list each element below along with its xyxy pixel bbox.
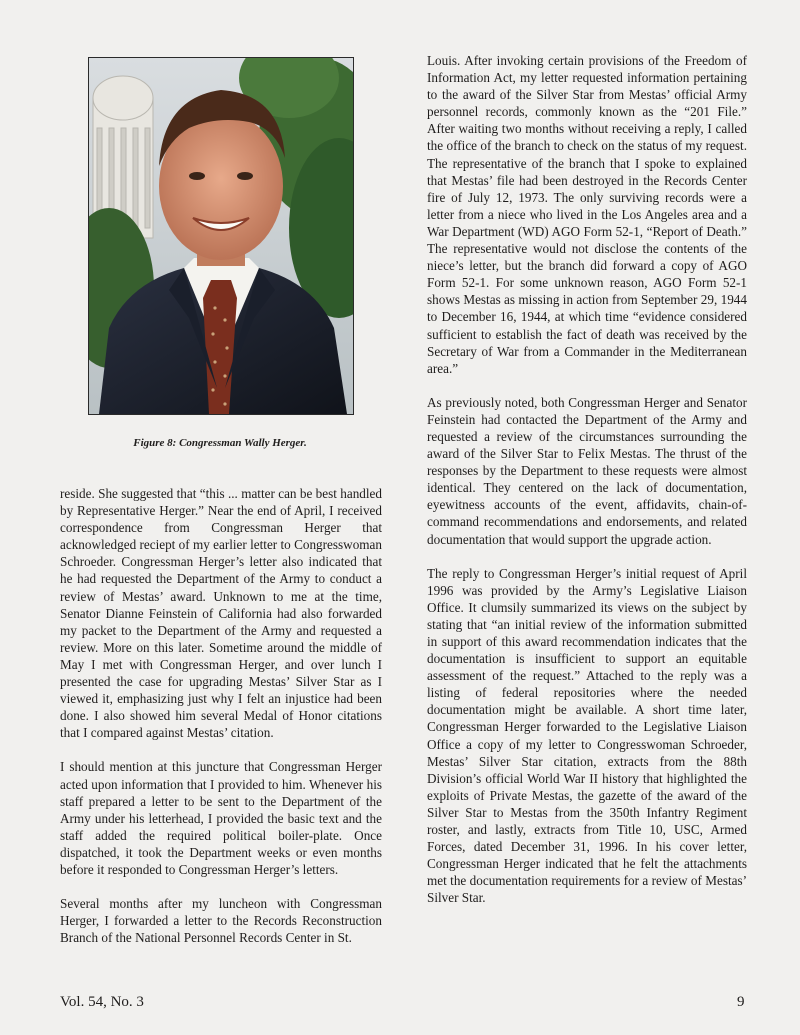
right-text-column bbox=[427, 52, 747, 924]
portrait-photo bbox=[88, 57, 354, 415]
paragraph: Louis. After invoking certain provisions of the Freedom of Information Act, my letter requested information pertaining to the award of the Silver Star from Mestas’ official Army personnel records, commonly known as the “201 File.” After waiting two months without receiving a reply, I called the office of the branch to check on the status of my request. The representative of the branch that I spoke to explained that Mestas’ file had been destroyed in the Records Center fire of July 12, 1973. The only surviving records were a letter from a niece who lived in the Los Angeles area and a War Department (WD) AGO Form 52-1, “Report of Death.” The representative would not disclose the contents of the niece’s letter, but the branch did forward a copy of AGO Form 52-1. For some unknown reason, AGO Form 52-1 shows Mestas as missing in action from September 29, 1944 to December 16, 1944, at which time “evidence considered sufficient to establish the fact of death was received by the Secretary of War from a Commander in the Mediterranean area.” bbox=[427, 53, 747, 376]
page-number: 9 bbox=[737, 994, 745, 1010]
paragraph: As previously noted, both Congressman Herger and Senator Feinstein had contacted the Department of the Army and requested a review of the circumstances surrounding the award of the Silver Star to Felix Mestas. The thrust of the responses by the Department to these requests were almost identical. They centered on the lack of documentation, eyewitness accounts of the event, affidavits, chain-of-command recommendations and endorsements, and related documentation that would support the upgrade action. bbox=[427, 394, 747, 547]
paragraph: I should mention at this juncture that Congressman Herger acted upon information that I provided to him. Whenever his staff prepared a letter to be sent to the Department of the Army under his letterhead, I provided the basic text and the staff added the required political boiler-plate. Once dispatched, it took the Department weeks or even months before it responded to Congressman Herger’s letters. bbox=[60, 759, 382, 877]
volume-footer: Vol. 54, No. 3 bbox=[60, 994, 144, 1010]
paragraph: Several months after my luncheon with Congressman Herger, I forwarded a letter to the Records Reconstruction Branch of the National Personnel Records Center in St. bbox=[60, 896, 382, 946]
left-text-column bbox=[60, 485, 382, 963]
figure-caption: Figure 8: Congressman Wally Herger. bbox=[133, 437, 307, 449]
portrait-illustration bbox=[89, 58, 353, 414]
paragraph: reside. She suggested that “this ... matter can be best handled by Representative Herger.” Near the end of April, I received correspondence from Congressman Herger that acknowledged reciept of my earlier letter to Congresswoman Schroeder. Congressman Herger’s letter also indicated that he had requested the Department of the Army to conduct a review of Mestas’ award. Unknown to me at the time, Senator Dianne Feinstein of California had also forwarded my packet to the Department of the Army and requested a review. More on this later. Sometime around the middle of May I met with Congressman Herger, and over lunch I presented the case for upgrading Mestas’ Silver Star as I viewed it, emphasizing just why I felt an injustice had been done. I also showed him several Medal of Honor citations that I compared against Mestas’ citation. bbox=[60, 486, 382, 741]
paragraph: The reply to Congressman Herger’s initial request of April 1996 was provided by the Army’s Legislative Liaison Office. It clumsily summarized its views on the subject by stating that “an initial review of the information submitted in support of this award recommendation indicates that the documentation is insufficient to support an equitable assessment of the request.” Attached to the reply was a listing of federal repositories where the needed documentation might be available. A short time later, Congressman Herger forwarded to the Legislative Liaison Office a copy of my letter to Congresswoman Schroeder, Mestas’ Silver Star citation, extracts from the 88th Division’s official World War II history that highlighted the exploits of Private Mestas, the gazette of the award of the Silver Star to Mestas from the 350th Infantry Regiment roster, and lastly, extracts from Title 10, USC, Armed Forces, dated December 31, 1996. In his cover letter, Congressman Herger indicated that he felt the attachments met the documentation requirements for a review of Mestas’ Silver Star. bbox=[427, 565, 747, 906]
